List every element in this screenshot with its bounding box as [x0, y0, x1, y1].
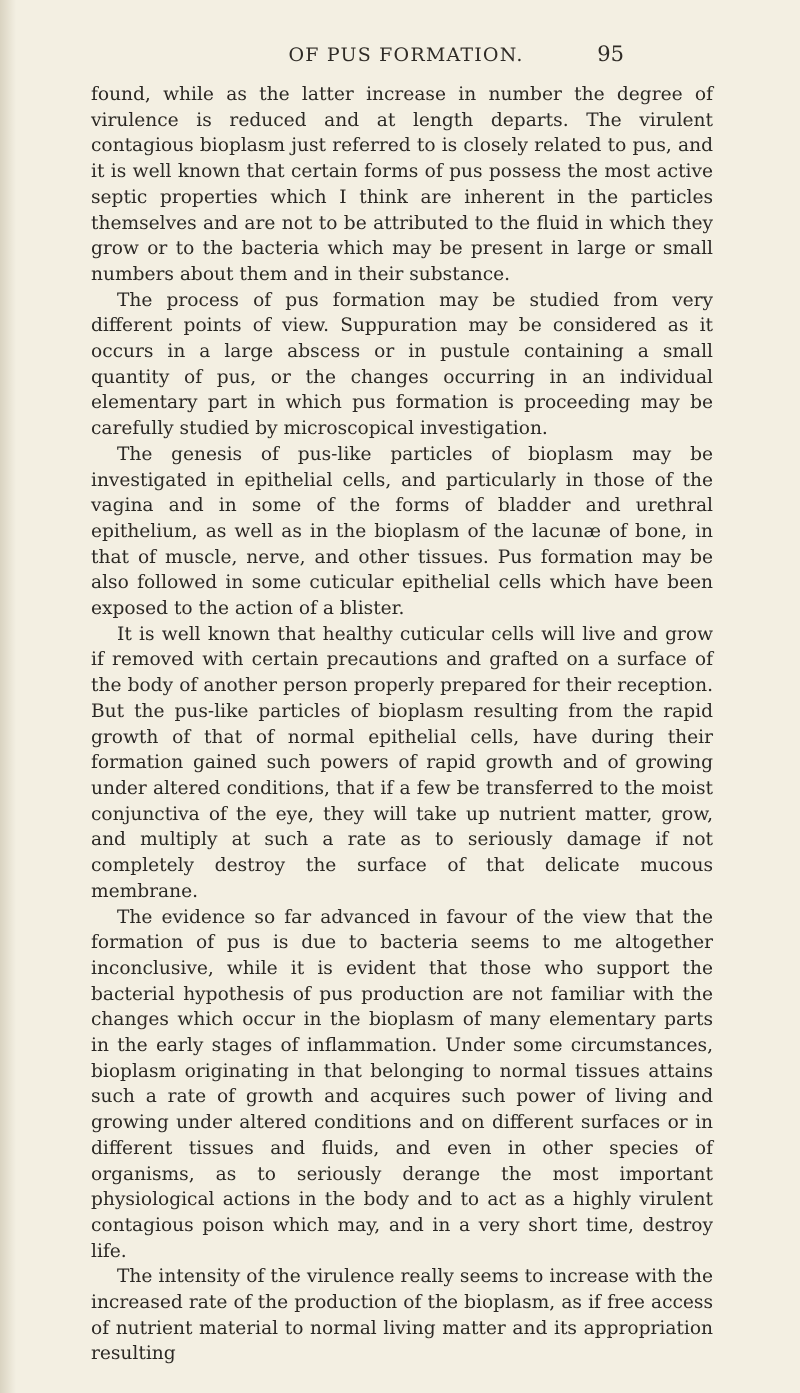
page-number: 95: [597, 42, 624, 66]
body-text: [91, 82, 713, 1367]
paragraph-5: The evidence so far advanced in favour of the view that the formation of pus is due to bacteria seems to me altogether inconclusive, while it is evident that those who support the bacterial hypothesis of pus production are not familiar with the changes which occur in the bioplasm of many elementary parts in the early stages of inflammation. Under some circumstances, bioplasm originating in that belonging to normal tissues attains such a rate of growth and acquires such power of living and growing under altered conditions and on different surfaces or in different tissues and fluids, and even in other species of organisms, as to seriously derange the most important physiological actions in the body and to act as a highly virulent contagious poison which may, and in a very short time, destroy life.: [91, 906, 713, 1262]
paragraph-1: found, while as the latter increase in number the degree of virulence is reduced and at length departs. The virulent contagious bioplasm just referred to is closely related to pus, and it is well known that certain forms of pus possess the most active septic properties which I think are inherent in the particles themselves and are not to be attributed to the fluid in which they grow or to the bacteria which may be present in large or small numbers about them and in their substance.: [91, 84, 713, 285]
paragraph-4: It is well known that healthy cuticular cells will live and grow if removed with certain precautions and grafted on a surface of the body of another person properly prepared for their reception. But the pus-like particles of bioplasm resulting from the rapid growth of that of normal epithelial cells, have during their formation gained such powers of rapid growth and of growing under altered conditions, that if a few be transferred to the moist conjunctiva of the eye, they will take up nutrient matter, grow, and multiply at such a rate as to seriously damage if not completely destroy the surface of that delicate mucous membrane.: [91, 623, 713, 902]
paragraph-6: The intensity of the virulence really seems to increase with the increased rate of the production of the bioplasm, as if free access of nutrient material to normal living matter and its appropriation resulting: [91, 1266, 713, 1365]
page-gutter-shadow: [0, 0, 16, 1393]
paragraph-3: The genesis of pus-like particles of bioplasm may be investigated in epithelial cells, and particularly in those of the vagina and in some of the forms of bladder and urethral epithelium, as well as in the bioplasm of the lacunæ of bone, in that of muscle, nerve, and other tissues. Pus formation may be also followed in some cuticular epithelial cells which have been exposed to the action of a blister.: [91, 443, 713, 620]
running-head: OF PUS FORMATION.: [288, 44, 524, 66]
paragraph-2: The process of pus formation may be studied from very different points of view. Suppuration may be considered as it occurs in a large abscess or in pustule containing a small quantity of pus, or the changes occurring in an individual elementary part in which pus formation is proceeding may be carefully studied by microscopical investigation.: [91, 289, 713, 440]
